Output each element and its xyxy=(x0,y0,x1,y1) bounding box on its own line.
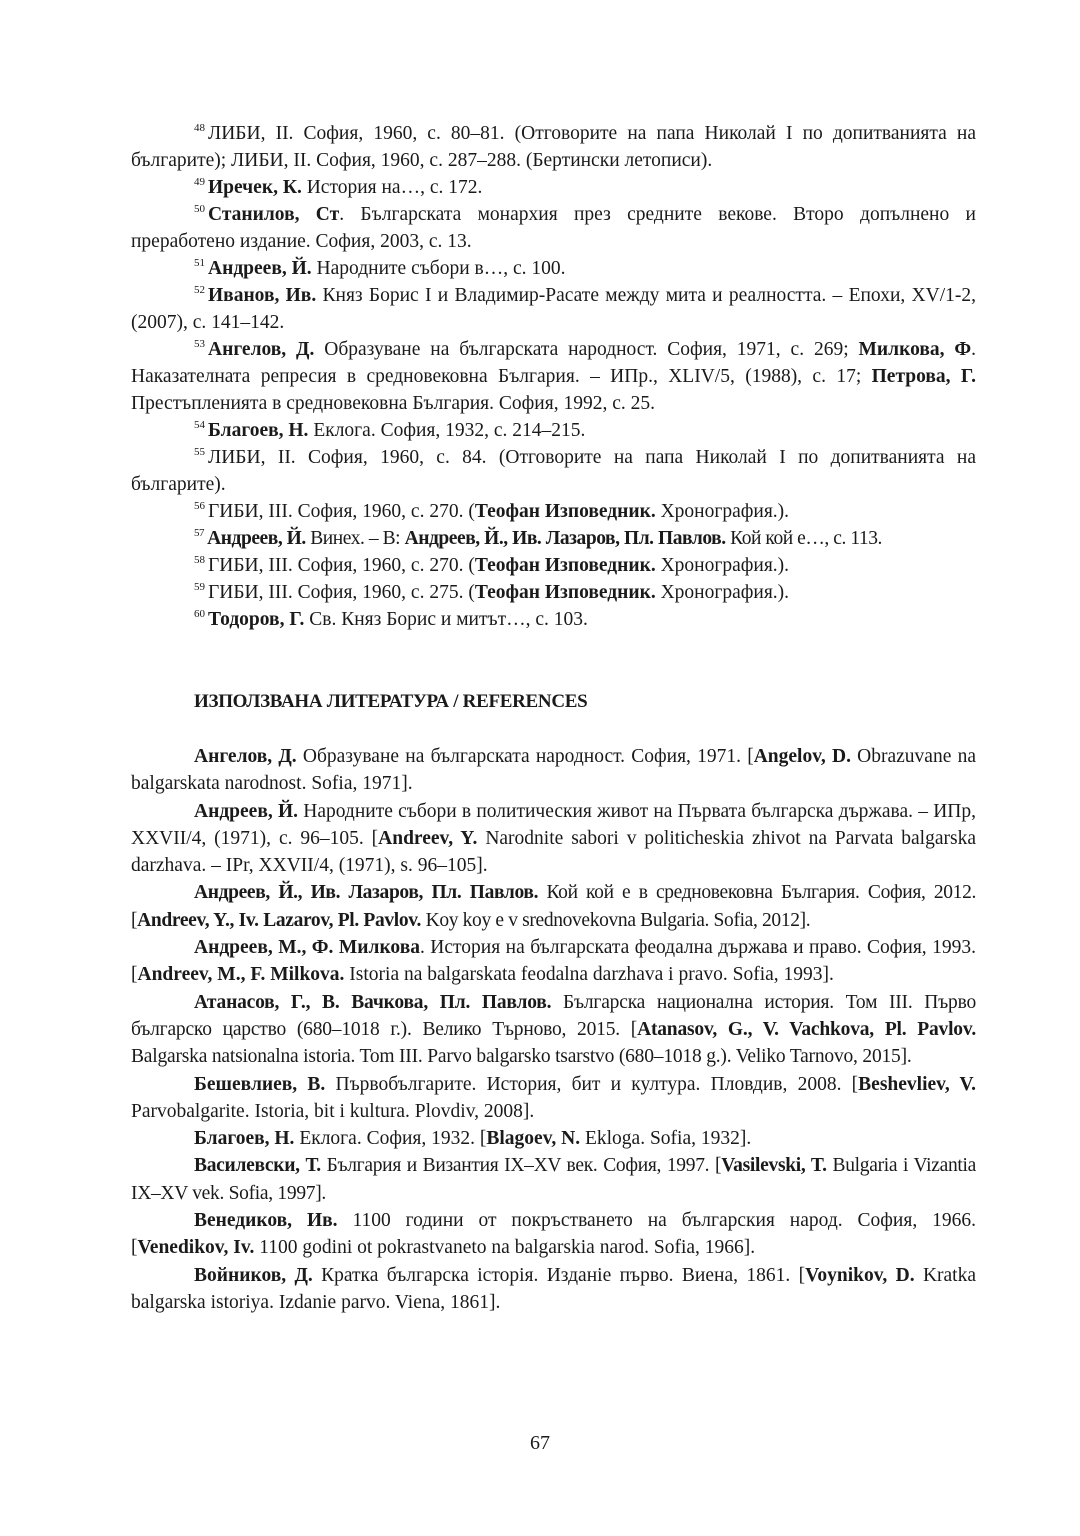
footnote-number: 56 xyxy=(194,500,205,512)
footnote-text: Св. Княз Борис и митът…, с. 103. xyxy=(304,609,588,630)
footnote-author: Теофан Изповедник. xyxy=(474,582,656,603)
footnote-author: Андреев, Й. xyxy=(207,528,306,549)
footnote-59 xyxy=(131,579,976,606)
footnote-text: ЛИБИ, II. София, 1960, с. 84. (Отговорите на папа Николай I по допитванията на българите). xyxy=(131,447,976,495)
reference-text-latin: Istoria na balgarskata feodalna darzhava i pravo. Sofia, 1993]. xyxy=(344,964,834,986)
reference-text-latin: Koy koy e v srednovekovna Bulgaria. Sofia, 2012]. xyxy=(421,909,811,931)
footnote-number: 53 xyxy=(194,338,205,350)
reference-entry xyxy=(131,879,976,934)
reference-author-latin: Blagoev, N. xyxy=(486,1128,581,1150)
reference-author: Андреев, Й. xyxy=(194,800,299,822)
footnote-number: 54 xyxy=(194,419,205,431)
footnote-text: Кой кой е…, с. 113. xyxy=(725,528,882,549)
footnote-text: ГИБИ, III. София, 1960, с. 270. ( xyxy=(208,555,475,576)
reference-author: Благоев, Н. xyxy=(194,1128,295,1150)
footnote-number: 49 xyxy=(194,176,205,188)
footnote-author: Андреев, Й., Ив. Лазаров, Пл. Павлов. xyxy=(404,528,726,549)
footnote-51 xyxy=(131,255,976,282)
footnote-text: . Наказателната репресия в средновековна България. – ИПр., XLIV/5, (1988), с. 17; xyxy=(131,339,976,387)
reference-text-latin: Ekloga. Sofia, 1932]. xyxy=(580,1128,752,1150)
reference-text: Образуване на българската народност. София, 1971. [ xyxy=(296,746,754,767)
footnotes-section xyxy=(131,120,976,633)
footnote-text: Хронография.). xyxy=(655,501,790,522)
footnote-author: Андреев, Й. xyxy=(208,258,312,279)
footnote-text: Княз Борис I и Владимир-Расате между мита и реалността. – Епохи, XV/1-2, (2007), с. 141–142. xyxy=(131,285,976,333)
footnote-text: История на…, с. 172. xyxy=(301,177,483,198)
footnote-author: Петрова, Г. xyxy=(871,366,976,387)
reference-entry xyxy=(131,743,976,798)
reference-text-latin: Bulgaria i Vizantia IX–XV vek. Sofia, 1997]. xyxy=(131,1155,977,1204)
footnote-text: Образуване на българската народност. София, 1971, с. 269; xyxy=(314,339,859,360)
reference-text: 1100 години от покръстването на българския народ. София, 1966. [ xyxy=(131,1210,976,1259)
footnote-52 xyxy=(131,282,976,336)
footnote-text: ГИБИ, III. София, 1960, с. 275. ( xyxy=(208,582,475,603)
footnote-number: 48 xyxy=(194,122,205,134)
reference-entry xyxy=(131,1207,976,1262)
reference-author: Атанасов, Г., В. Вачкова, Пл. Павлов. xyxy=(194,991,552,1013)
footnote-number: 51 xyxy=(194,257,205,269)
reference-author: Андреев, Й., Ив. Лазаров, Пл. Павлов. xyxy=(194,882,539,904)
reference-text-latin: Narodnite sabori v politicheskia zhivot na Parvata balgarska darzhava. – IPr, XXVII/4, (1971), s. 96–105]. xyxy=(131,827,976,877)
footnote-text: Еклога. София, 1932, с. 214–215. xyxy=(308,420,586,441)
footnote-author: Иванов, Ив. xyxy=(208,285,317,306)
footnote-48 xyxy=(131,120,976,174)
footnote-57 xyxy=(131,525,976,552)
reference-text: Първобългарите. История, бит и култура. Пловдив, 2008. [ xyxy=(325,1073,859,1095)
footnote-number: 60 xyxy=(194,608,205,620)
reference-author-latin: Angelov, D. xyxy=(753,746,851,767)
reference-text: България и Византия IX–XV век. София, 1997. [ xyxy=(320,1155,722,1177)
footnote-author: Милкова, Ф xyxy=(858,339,972,360)
footnote-50 xyxy=(131,201,976,255)
footnote-56 xyxy=(131,498,976,525)
footnote-54 xyxy=(131,417,976,444)
reference-author-latin: Andreev, M., F. Milkova. xyxy=(137,964,345,986)
footnote-number: 57 xyxy=(194,527,205,539)
reference-author-latin: Voynikov, D. xyxy=(805,1264,915,1286)
reference-author-latin: Andreev, Y., Iv. Lazarov, Pl. Pavlov. xyxy=(137,909,422,931)
reference-text: Кой кой е в средновековна България. София, 2012. [ xyxy=(131,882,976,931)
footnote-author: Теофан Изповедник. xyxy=(474,555,656,576)
footnote-text: Народните събори в…, с. 100. xyxy=(311,258,566,279)
reference-text: . История на българската феодална държава и право. София, 1993. [ xyxy=(131,937,977,986)
reference-entry xyxy=(131,1262,976,1317)
reference-entry xyxy=(131,934,976,989)
footnote-text: Престъпленията в средновековна България. София, 1992, с. 25. xyxy=(131,393,655,414)
footnote-55 xyxy=(131,444,976,498)
reference-text-latin: Kratka balgarska istoriya. Izdanie parvo. Viena, 1861]. xyxy=(131,1264,976,1313)
footnote-author: Ангелов, Д. xyxy=(208,339,315,360)
reference-text-latin: Obrazuvane na balgarskata narodnost. Sofia, 1971]. xyxy=(131,746,976,795)
footnote-60 xyxy=(131,606,976,633)
reference-author: Василевски, Т. xyxy=(194,1155,321,1177)
footnote-author: Станилов, Ст xyxy=(208,204,340,225)
reference-text-latin: Balgarska natsionalna istoria. Tom III. Parvo balgarsko tsarstvo (680–1018 g.). Veliko Tarnovo, 2015]. xyxy=(131,1046,912,1068)
footnote-author: Теофан Изповедник. xyxy=(474,501,656,522)
footnote-text: ГИБИ, III. София, 1960, с. 270. ( xyxy=(208,501,475,522)
reference-author-latin: Atanasov, G., V. Vachkova, Pl. Pavlov. xyxy=(637,1018,976,1040)
reference-text: Народните събори в политическия живот на Първата българска държава. – ИПр, XXVII/4, (1971), с. 96–105. [ xyxy=(131,800,976,849)
reference-entry xyxy=(131,1152,976,1207)
footnote-number: 59 xyxy=(194,581,205,593)
footnote-number: 52 xyxy=(194,284,205,296)
footnote-text: ЛИБИ, II. София, 1960, с. 80–81. (Отговорите на папа Николай I по допитванията на българите); ЛИБИ, II. София, 1960, с. 287–288. (Бертински летописи). xyxy=(131,123,976,171)
footnote-author: Иречек, К. xyxy=(208,177,302,198)
reference-entry xyxy=(131,989,976,1071)
footnote-number: 58 xyxy=(194,554,205,566)
footnote-text: Хронография.). xyxy=(655,555,790,576)
reference-text: Еклога. София, 1932. [ xyxy=(294,1128,487,1150)
reference-author: Венедиков, Ив. xyxy=(194,1210,338,1232)
footnote-text: . Българската монархия през средните векове. Второ допълнено и преработено издание. София, 2003, с. 13. xyxy=(131,204,976,252)
reference-author-latin: Venedikov, Iv. xyxy=(137,1237,255,1259)
reference-entry xyxy=(131,1125,976,1152)
reference-text: Кратка българска історія. Изданіе първо. Виена, 1861. [ xyxy=(312,1264,806,1286)
footnote-author: Тодоров, Г. xyxy=(208,609,305,630)
reference-author-latin: Andreev, Y. xyxy=(378,827,478,849)
footnote-number: 50 xyxy=(194,203,205,215)
reference-text-latin: Parvobalgarite. Istoria, bit i kultura. Plovdiv, 2008]. xyxy=(131,1100,535,1122)
footnote-number: 55 xyxy=(194,446,205,458)
reference-text-latin: 1100 godini ot pokrastvaneto na balgarskia narod. Sofia, 1966]. xyxy=(254,1237,756,1259)
reference-author: Бешевлиев, В. xyxy=(194,1073,326,1095)
reference-author: Ангелов, Д. xyxy=(194,746,297,767)
references-list xyxy=(131,743,976,1316)
footnote-text: Винех. – В: xyxy=(305,528,405,549)
page-number: 67 xyxy=(530,1432,550,1454)
reference-author: Войников, Д. xyxy=(194,1264,313,1286)
footnote-49 xyxy=(131,174,976,201)
reference-entry xyxy=(131,1071,976,1126)
reference-author: Андреев, М., Ф. Милкова xyxy=(194,937,420,959)
reference-author-latin: Vasilevski, T. xyxy=(721,1155,827,1177)
footnote-text: Хронография.). xyxy=(655,582,790,603)
footnote-53 xyxy=(131,336,976,417)
footnote-author: Благоев, Н. xyxy=(208,420,309,441)
references-heading: ИЗПОЛЗВАНА ЛИТЕРАТУРА / REFERENCES xyxy=(194,691,588,712)
reference-entry xyxy=(131,798,976,880)
footnote-58 xyxy=(131,552,976,579)
reference-text: Българска национална история. Том III. Първо българско царство (680–1018 г.). Велико Търново, 2015. [ xyxy=(131,991,976,1040)
reference-author-latin: Beshevliev, V. xyxy=(858,1073,976,1095)
